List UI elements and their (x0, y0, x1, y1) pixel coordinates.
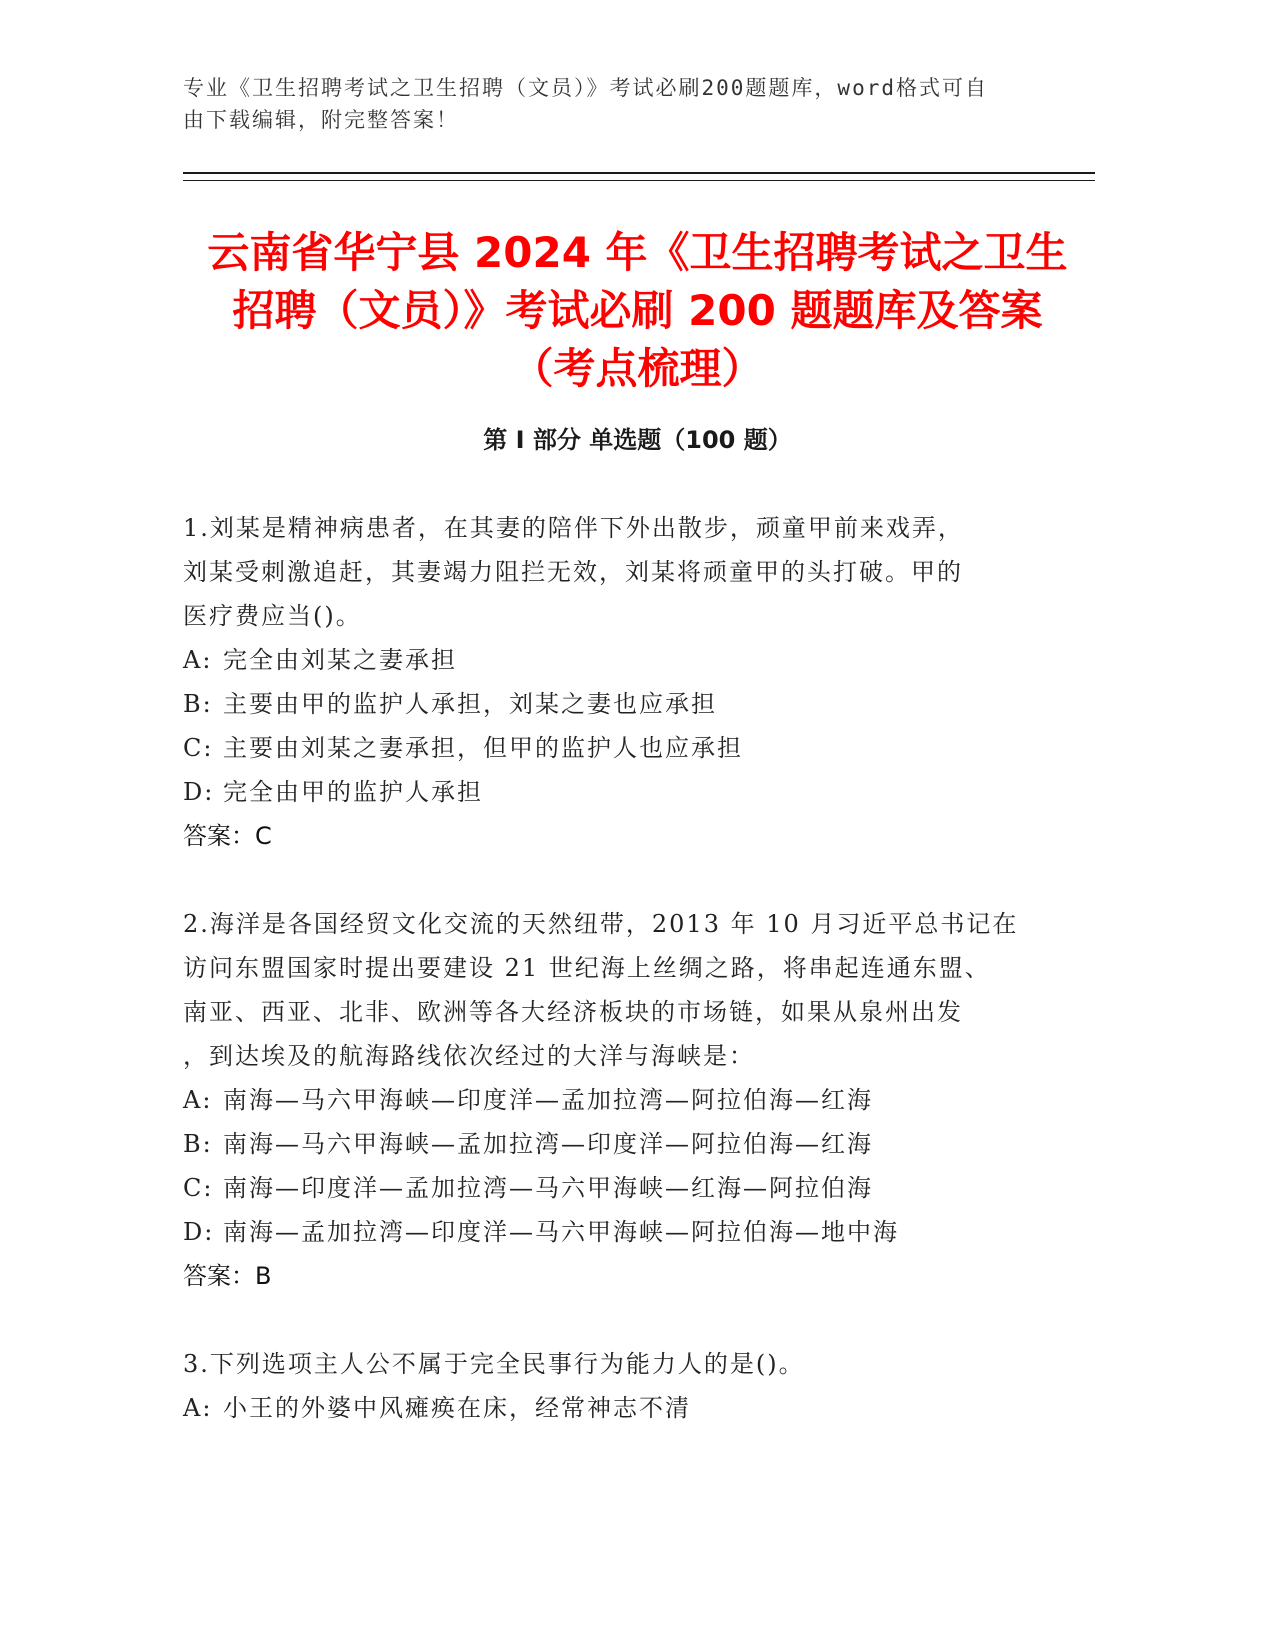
header-divider-thin (183, 180, 1095, 181)
question-stem-line: ，到达埃及的航海路线依次经过的大洋与海峡是： (183, 1042, 755, 1070)
option-letter: B: (183, 690, 213, 718)
header-divider-thick (183, 172, 1095, 174)
question-stem-line: 3.下列选项主人公不属于完全民事行为能力人的是()。 (183, 1350, 805, 1378)
option-letter: A: (183, 646, 213, 674)
option-letter: A: (183, 1394, 213, 1422)
header-note-line: 由下载编辑，附完整答案！ (183, 108, 459, 132)
option-letter: B: (183, 1130, 213, 1158)
question-list (183, 506, 1093, 1474)
document-title-line: 招聘（文员）》考试必刷 200 题题库及答案 (232, 286, 1043, 335)
option-text: 完全由甲的监护人承担 (223, 778, 483, 806)
question-stem-line: 1.刘某是精神病患者，在其妻的陪伴下外出散步，顽童甲前来戏弄， (183, 514, 964, 542)
answer-line: 答案：B (183, 1262, 272, 1290)
question-stem-line: 访问东盟国家时提出要建设 21 世纪海上丝绸之路，将串起连通东盟、 (183, 954, 991, 982)
option-b (183, 1122, 1093, 1166)
option-text: 南海—印度洋—孟加拉湾—马六甲海峡—红海—阿拉伯海 (223, 1174, 873, 1202)
option-c (183, 1166, 1093, 1210)
option-c (183, 726, 1093, 770)
option-text: 完全由刘某之妻承担 (223, 646, 457, 674)
option-letter: D: (183, 778, 215, 806)
header-note (183, 72, 1063, 136)
option-letter: D: (183, 1218, 215, 1246)
option-text: 小王的外婆中风瘫痪在床，经常神志不清 (223, 1394, 691, 1422)
answer-line: 答案：C (183, 822, 272, 850)
option-text: 南海—马六甲海峡—孟加拉湾—印度洋—阿拉伯海—红海 (223, 1130, 873, 1158)
document-title-line: 云南省华宁县 2024 年《卫生招聘考试之卫生 (207, 228, 1068, 277)
question-2 (183, 902, 1093, 1298)
option-letter: C: (183, 1174, 214, 1202)
question-stem-line: 南亚、西亚、北非、欧洲等各大经济板块的市场链，如果从泉州出发 (183, 998, 963, 1026)
option-letter: A: (183, 1086, 213, 1114)
header-note-line: 专业《卫生招聘考试之卫生招聘（文员）》考试必刷200题题库，word格式可自 (183, 76, 988, 100)
option-text: 主要由刘某之妻承担，但甲的监护人也应承担 (223, 734, 743, 762)
option-a (183, 638, 1093, 682)
question-3 (183, 1342, 1093, 1430)
option-d (183, 770, 1093, 814)
option-a (183, 1078, 1093, 1122)
question-stem-line: 2.海洋是各国经贸文化交流的天然纽带，2013 年 10 月习近平总书记在 (183, 910, 1019, 938)
option-a (183, 1386, 1093, 1430)
option-text: 主要由甲的监护人承担，刘某之妻也应承担 (223, 690, 717, 718)
question-stem-line: 医疗费应当()。 (183, 602, 362, 630)
section-title: 第 I 部分 单选题（100 题） (483, 426, 792, 454)
document-title (150, 224, 1125, 398)
question-stem-line: 刘某受刺激追赶，其妻竭力阻拦无效，刘某将顽童甲的头打破。甲的 (183, 558, 963, 586)
question-1 (183, 506, 1093, 858)
document-title-line: （考点梳理） (511, 344, 764, 393)
option-text: 南海—马六甲海峡—印度洋—孟加拉湾—阿拉伯海—红海 (223, 1086, 873, 1114)
option-text: 南海—孟加拉湾—印度洋—马六甲海峡—阿拉伯海—地中海 (223, 1218, 899, 1246)
option-b (183, 682, 1093, 726)
option-d (183, 1210, 1093, 1254)
option-letter: C: (183, 734, 214, 762)
